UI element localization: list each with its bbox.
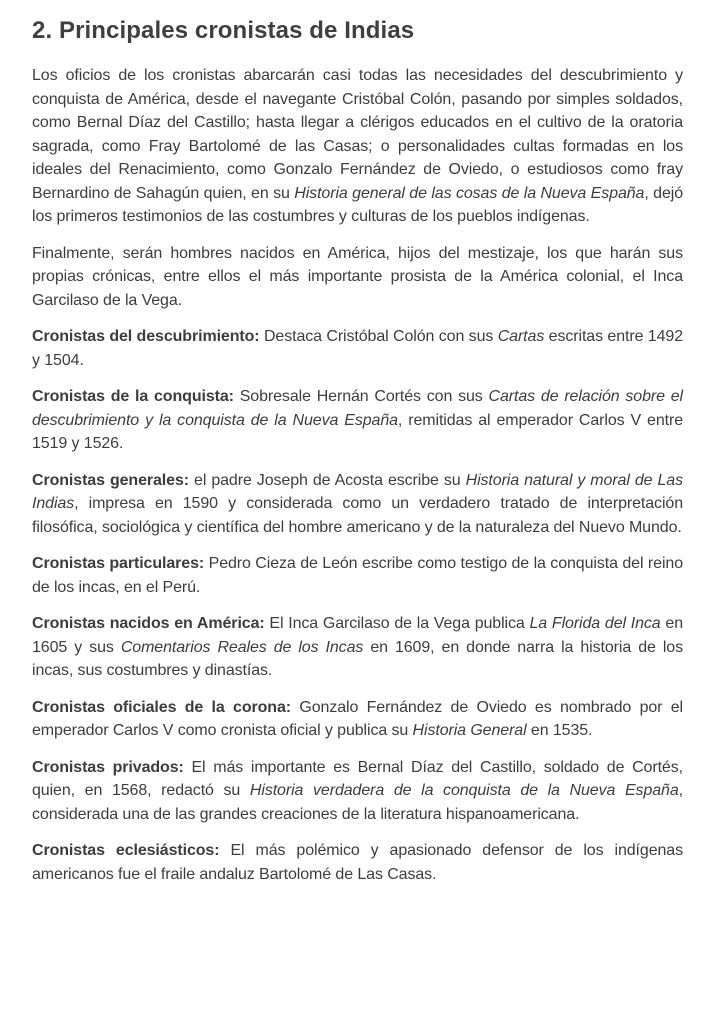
text-run-italic: Historia natural y moral de Las Indias bbox=[32, 471, 683, 512]
text-run-italic: Historia verdadera de la conquista de la Nueva España bbox=[249, 782, 679, 799]
text-run-normal: , impresa en 1590 y considerada como un verdadero tratado de interpretación filosófica, sociológica y científica del hombre americano y de la naturaleza del Nuevo Mundo. bbox=[32, 495, 683, 536]
text-run-normal: Sobresale Hernán Cortés con sus bbox=[239, 388, 489, 405]
text-run-bold: Cronistas particulares: bbox=[32, 555, 209, 572]
text-run-normal: escritas entre 1492 y 1504. bbox=[32, 328, 683, 369]
paragraph bbox=[32, 242, 683, 313]
paragraph bbox=[32, 756, 683, 827]
paragraph bbox=[32, 839, 683, 886]
text-run-bold: Cronistas privados: bbox=[32, 758, 192, 776]
paragraph bbox=[32, 64, 683, 229]
text-run-normal: El Inca Garcilaso de la Vega publica bbox=[269, 615, 530, 632]
text-run-italic: La Florida del Inca bbox=[529, 615, 661, 632]
text-run-normal: El más importante es Bernal Díaz del Castillo, soldado de Cortés, quien, en 1568, redactó su bbox=[32, 758, 683, 799]
text-run-normal: Pedro Cieza de León escribe como testigo de la conquista del reino de los incas, en el Perú. bbox=[32, 555, 684, 596]
text-run-normal: , dejó los primeros testimonios de las costumbres y culturas de los pueblos indígenas. bbox=[32, 184, 683, 225]
text-run-normal: en 1535. bbox=[526, 722, 593, 739]
document-body bbox=[32, 64, 683, 886]
paragraph bbox=[32, 325, 683, 372]
paragraph bbox=[32, 552, 683, 599]
text-run-italic: Historia General bbox=[412, 722, 527, 739]
paragraph bbox=[32, 612, 683, 683]
text-run-normal: El más polémico y apasionado defensor de los indígenas americanos fue el fraile andaluz Bartolomé de Las Casas. bbox=[32, 842, 683, 883]
text-run-bold: Cronistas generales: bbox=[32, 471, 195, 489]
paragraph bbox=[32, 469, 683, 540]
text-run-italic: Comentarios Reales de los Incas bbox=[120, 638, 364, 656]
page-title: 2. Principales cronistas de Indias bbox=[32, 17, 415, 44]
text-run-normal: , considerada una de las grandes creaciones de la literatura hispanoamericana. bbox=[32, 782, 683, 823]
text-run-bold: Cronistas de la conquista: bbox=[32, 388, 240, 405]
text-run-normal: Destaca Cristóbal Colón con sus bbox=[263, 328, 498, 345]
text-run-bold: Cronistas nacidos en América: bbox=[32, 615, 270, 632]
text-run-bold: Cronistas oficiales de la corona: bbox=[32, 698, 300, 716]
text-run-normal: en 1605 y sus bbox=[32, 615, 683, 656]
text-run-normal: Gonzalo Fernández de Oviedo es nombrado por el emperador Carlos V como cronista oficial y publica su bbox=[32, 698, 683, 739]
paragraph bbox=[32, 696, 683, 743]
text-run-italic: Cartas de relación sobre el descubrimiento y la conquista de la Nueva España bbox=[32, 388, 684, 429]
text-run-italic: Cartas bbox=[497, 328, 545, 345]
text-run-normal: Finalmente, serán hombres nacidos en América, hijos del mestizaje, los que harán sus propias crónicas, entre ellos el más importante prosista de la América colonial, el Inca Garcilaso de la Vega. bbox=[32, 244, 683, 309]
text-run-normal: , remitidas al emperador Carlos V entre 1519 y 1526. bbox=[32, 411, 684, 452]
text-run-normal: el padre Joseph de Acosta escribe su bbox=[194, 471, 466, 489]
text-run-bold: Cronistas del descubrimiento: bbox=[32, 328, 264, 345]
text-run-normal: en 1609, en donde narra la historia de los incas, sus costumbres y dinastías. bbox=[32, 638, 683, 679]
paragraph bbox=[32, 385, 683, 456]
text-run-normal: Los oficios de los cronistas abarcarán casi todas las necesidades del descubrimiento y conquista de América, desde el navegante Cristóbal Colón, pasando por simples soldados, como Bernal Díaz del Castillo; hasta llegar a clérigos educados en el cultivo de la oratoria sagrada, como Fray Bartolomé de las Casas; o personalidades cultas formadas en los ideales del Renacimiento, como Gonzalo Fernández de Oviedo, o estudiosos como fray Bernardino de Sahagún quien, en su bbox=[32, 67, 683, 202]
text-run-bold: Cronistas eclesiásticos: bbox=[32, 842, 231, 859]
text-run-italic: Historia general de las cosas de la Nueva España bbox=[294, 184, 645, 202]
